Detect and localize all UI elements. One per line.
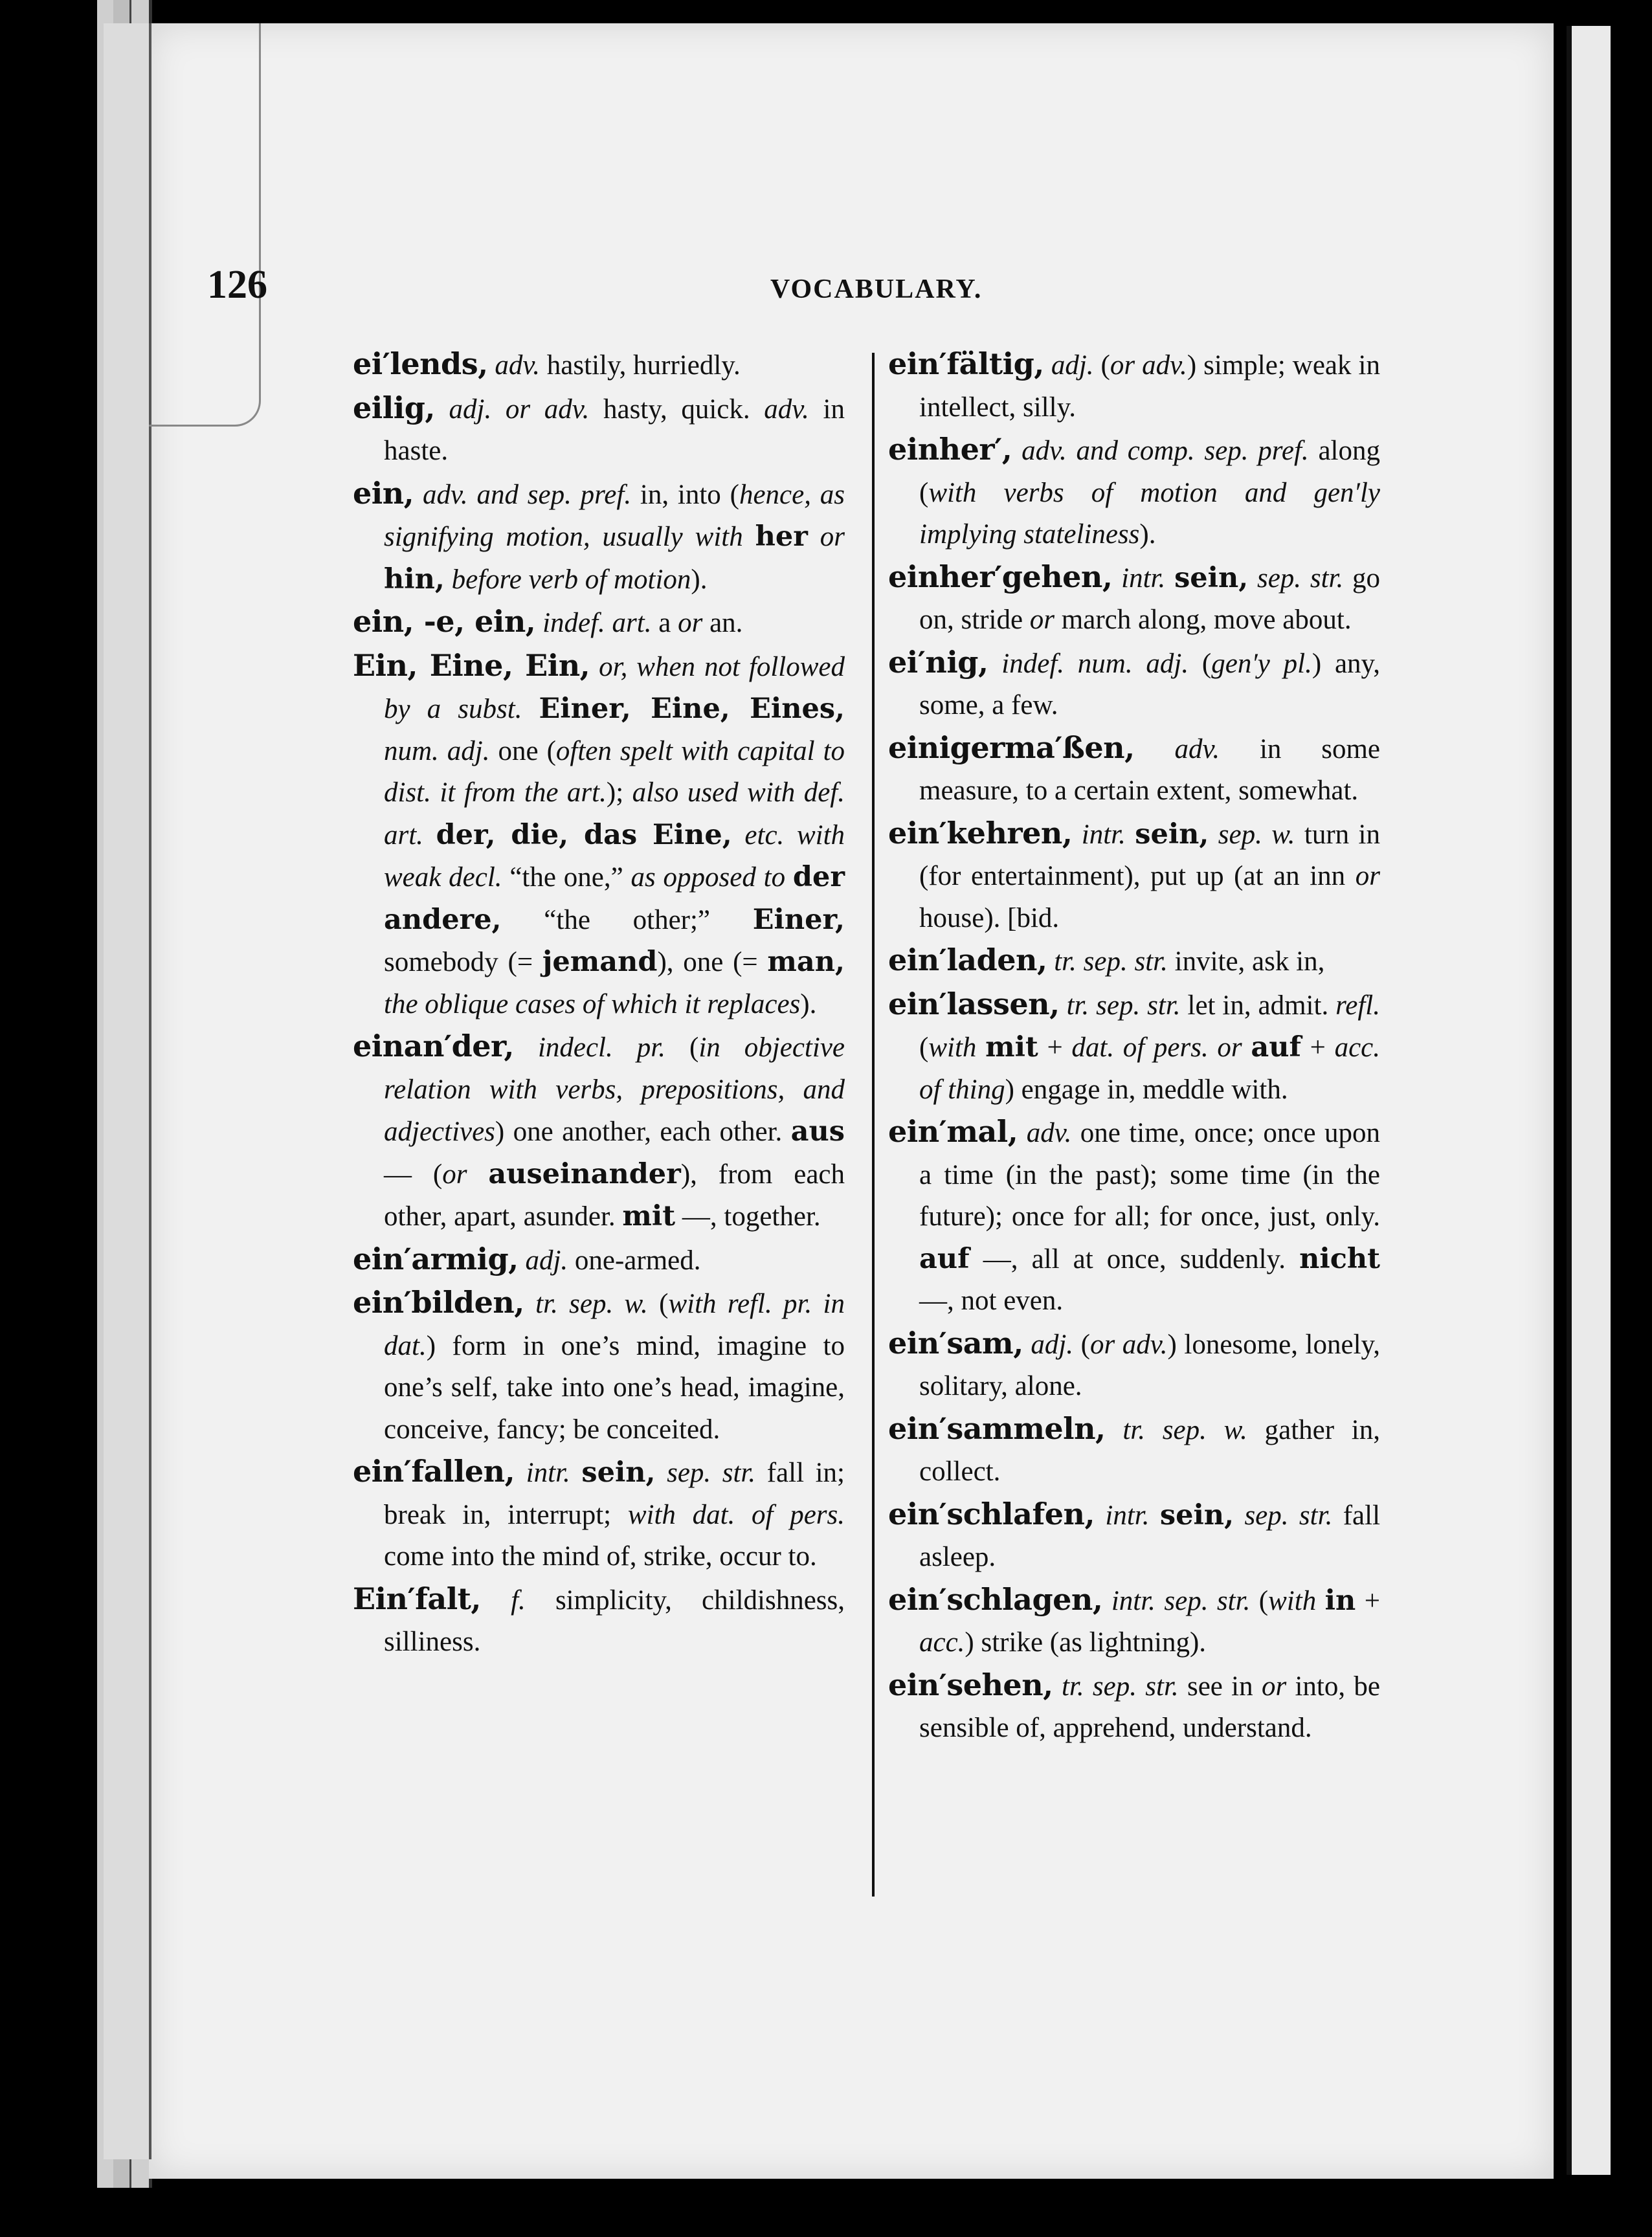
entry-grammar-label: sep. str. xyxy=(1244,1500,1333,1531)
entry-definition-text xyxy=(570,1458,582,1488)
entry-definition-text xyxy=(414,480,423,510)
entry-definition-text xyxy=(481,1585,511,1616)
entry-headword: ein, xyxy=(353,475,414,511)
entry-grammar-label: as opposed to xyxy=(631,862,786,893)
entry-definition-text: an. xyxy=(702,608,743,638)
entry-grammar-label: etc. with weak decl. xyxy=(384,819,845,893)
running-head: VOCABULARY. xyxy=(770,274,983,304)
entry-german-word: der, die, das Eine, xyxy=(436,818,732,851)
entry-definition-text: go on, stride xyxy=(919,562,1381,635)
entry-german-word: mit xyxy=(985,1031,1038,1063)
dictionary-entry-einhergehen xyxy=(888,556,1380,641)
entry-definition-text xyxy=(488,350,495,381)
entry-german-word: Einer, Eine, Eines, xyxy=(539,693,845,725)
entry-grammar-label: dat. of pers. or xyxy=(1071,1032,1242,1063)
page-header xyxy=(207,262,1198,320)
entry-definition-text xyxy=(535,608,542,638)
entry-definition-text xyxy=(519,1245,526,1276)
entry-headword: einher′, xyxy=(888,432,1012,467)
entry-definition-text xyxy=(988,649,1001,679)
entry-definition-text: gather in, collect. xyxy=(919,1414,1380,1487)
entry-definition-text: ) one another, each other. xyxy=(495,1117,791,1147)
dictionary-entry-einander xyxy=(353,1025,845,1238)
entry-definition-text: fall in; break in, interrupt; xyxy=(384,1458,845,1530)
entry-grammar-label: adv. xyxy=(495,350,541,381)
entry-headword: ein′schlagen, xyxy=(888,1581,1103,1617)
entry-definition-text: ) lonesome, lonely, solitary, alone. xyxy=(919,1329,1380,1401)
entry-definition-text: house). [bid. xyxy=(919,902,1060,933)
dictionary-entry-einsehen xyxy=(888,1664,1380,1750)
entry-definition-text xyxy=(808,522,820,552)
dictionary-entry-einmal xyxy=(888,1111,1380,1322)
entry-german-word: sein, xyxy=(1159,1498,1234,1531)
entry-german-word: der andere, xyxy=(384,861,845,936)
entry-definition-text: invite, ask in, xyxy=(1167,946,1325,977)
dictionary-entry-einladen xyxy=(888,939,1380,983)
entry-definition-text: ) strike (as lightning). xyxy=(965,1627,1207,1658)
entry-german-word: nicht xyxy=(1299,1242,1380,1275)
dictionary-entry-einbilden xyxy=(353,1282,845,1451)
entry-definition-text: simplicity, childishness, silliness. xyxy=(384,1585,845,1657)
entry-definition-text xyxy=(514,1032,538,1063)
dictionary-entry-einsam xyxy=(888,1322,1380,1408)
entry-definition-text xyxy=(445,564,452,595)
entry-definition-text xyxy=(1234,1500,1244,1531)
entry-grammar-label: adj. xyxy=(1051,350,1094,381)
dictionary-entry-einigermassen xyxy=(888,727,1380,812)
column-divider-rule xyxy=(872,353,875,1897)
entry-grammar-label: adj. xyxy=(525,1245,568,1276)
entry-definition-text: ). xyxy=(800,988,817,1019)
entry-german-word: sein, xyxy=(1174,561,1249,594)
entry-grammar-label: tr. sep. str. xyxy=(1066,990,1181,1021)
entry-grammar-label: or xyxy=(442,1159,467,1190)
entry-headword: ein′bilden, xyxy=(353,1285,524,1320)
entry-definition-text: one time, once; once upon a time (in the past); some time (in the future); once for all; for once, just, only. xyxy=(919,1118,1380,1232)
entry-grammar-label: adj. or adv. xyxy=(449,394,590,425)
entry-grammar-label: intr. xyxy=(1105,1500,1150,1531)
entry-grammar-label: also used with def. art. xyxy=(384,777,845,851)
dictionary-entry-einlassen xyxy=(888,983,1380,1111)
entry-grammar-label: or, when not followed by a subst. xyxy=(384,651,845,724)
entry-headword: ein, -e, ein, xyxy=(353,604,536,639)
entry-definition-text xyxy=(1209,819,1218,850)
entry-grammar-label: adv. and comp. sep. pref. xyxy=(1021,436,1309,466)
entry-german-word: jemand xyxy=(542,946,658,978)
entry-grammar-label: often spelt with capital to dist. it from the art. xyxy=(384,735,845,808)
entry-definition-text xyxy=(656,1458,667,1488)
entry-grammar-label: intr. xyxy=(526,1458,570,1488)
dictionary-entry-Ein-num xyxy=(353,645,845,1026)
entry-german-word: auf xyxy=(1251,1031,1301,1063)
entry-definition-text: ( xyxy=(919,1032,929,1063)
entry-definition-text: —, all at once, suddenly. xyxy=(969,1243,1300,1274)
entry-grammar-label: sep. w. xyxy=(1218,819,1295,850)
entry-german-word: sein, xyxy=(581,1456,656,1489)
entry-definition-text: ); xyxy=(606,777,632,808)
entry-definition-text: ), from each other, apart, asunder. xyxy=(384,1159,845,1232)
entry-definition-text xyxy=(524,1289,535,1319)
entry-headword: ein′armig, xyxy=(353,1241,519,1276)
entry-definition-text: —, together. xyxy=(675,1201,821,1232)
dictionary-entry-eilends xyxy=(353,343,845,387)
entry-grammar-label: indef. art. xyxy=(542,608,652,638)
entry-headword: ein′mal, xyxy=(888,1114,1018,1149)
entry-german-word: man, xyxy=(767,946,845,978)
entry-german-word: auseinander xyxy=(488,1157,681,1190)
entry-grammar-label: adv. xyxy=(1174,733,1220,764)
entry-german-word: hin, xyxy=(384,562,445,595)
entry-definition-text xyxy=(515,1458,526,1488)
dictionary-entry-einschlagen xyxy=(888,1579,1380,1664)
entry-grammar-label: indef. num. adj. xyxy=(1001,648,1189,679)
entry-grammar-label: intr. sep. str. xyxy=(1111,1585,1251,1616)
entry-grammar-label: or xyxy=(1029,605,1055,635)
entry-headword: ei′nig, xyxy=(888,644,988,680)
entry-definition-text xyxy=(1053,1671,1062,1702)
entry-definition-text: ( xyxy=(1073,1329,1090,1360)
entry-definition-text xyxy=(435,394,449,425)
entry-definition-text: ). xyxy=(691,564,708,595)
page-number: 126 xyxy=(207,263,267,307)
entry-grammar-label: indecl. pr. xyxy=(537,1032,665,1063)
entry-grammar-label: or xyxy=(678,608,703,638)
entry-headword: einigerma′ßen, xyxy=(888,729,1135,765)
entry-grammar-label: sep. str. xyxy=(667,1458,756,1488)
entry-grammar-label: f. xyxy=(511,1585,526,1616)
dictionary-entry-einfallen xyxy=(353,1451,845,1578)
entry-definition-text xyxy=(1106,1415,1123,1445)
dictionary-entry-Einfalt xyxy=(353,1578,845,1664)
entry-definition-text: a xyxy=(651,608,678,638)
entry-grammar-label: acc. of thing xyxy=(919,1032,1381,1105)
entry-headword: ein′fältig, xyxy=(888,346,1044,381)
entry-grammar-label: num. adj. xyxy=(384,735,490,766)
entry-definition-text: ( xyxy=(665,1032,699,1063)
entry-definition-text: ) any, some, a few. xyxy=(919,648,1380,720)
entry-grammar-label: tr. sep. str. xyxy=(1061,1671,1179,1702)
dictionary-entry-ein-adv xyxy=(353,473,845,601)
entry-definition-text xyxy=(732,820,745,851)
dictionary-entry-einkehren xyxy=(888,812,1380,940)
entry-definition-text xyxy=(1165,563,1174,594)
entry-definition-text: + xyxy=(1356,1585,1380,1616)
entry-grammar-label: before verb of motion xyxy=(451,564,691,595)
entry-definition-text xyxy=(522,694,539,724)
entry-definition-text xyxy=(1248,563,1257,594)
entry-definition-text: turn in (for entertainment), put up (at an inn xyxy=(919,819,1380,891)
entry-definition-text xyxy=(590,652,599,682)
entry-german-word: auf xyxy=(919,1242,970,1275)
entry-grammar-label: with refl. pr. in dat. xyxy=(384,1289,845,1361)
entry-grammar-label: or adv. xyxy=(1089,1329,1168,1360)
entry-definition-text xyxy=(1126,819,1135,850)
entry-grammar-label: hence, as signifying motion, usually with xyxy=(384,479,845,552)
entry-german-word: her xyxy=(755,520,808,553)
entry-definition-text: ( xyxy=(1250,1585,1269,1616)
entry-definition-text xyxy=(1242,1032,1251,1063)
entry-grammar-label: intr. xyxy=(1081,819,1126,850)
entry-german-word: in xyxy=(1324,1584,1356,1617)
entry-definition-text: “the other;” xyxy=(501,904,753,935)
page-tab-notch xyxy=(149,23,261,427)
entry-grammar-label: with verbs of motion and gen′ly implying stateliness xyxy=(919,477,1380,550)
entry-definition-text: ). xyxy=(1139,519,1156,550)
entry-headword: eilig, xyxy=(353,390,435,425)
entry-definition-text xyxy=(1102,1586,1111,1616)
entry-definition-text: ( xyxy=(1189,648,1212,679)
entry-grammar-label: the oblique cases of which it replaces xyxy=(384,988,801,1019)
entry-grammar-label: gen′y pl. xyxy=(1211,648,1312,679)
entry-headword: Ein, Eine, Ein, xyxy=(353,647,590,683)
dictionary-entry-einig xyxy=(888,641,1380,727)
entry-definition-text: + xyxy=(1038,1032,1072,1063)
entry-grammar-label: or adv. xyxy=(1110,350,1187,381)
entry-grammar-label: refl. xyxy=(1335,990,1381,1021)
entry-grammar-label: with dat. of pers. xyxy=(627,1499,845,1530)
entry-definition-text: see in xyxy=(1178,1671,1262,1702)
entry-definition-text: somebody (= xyxy=(384,947,542,977)
entry-definition-text: — ( xyxy=(384,1159,443,1190)
entry-grammar-label: tr. sep. w. xyxy=(1122,1414,1247,1445)
entry-definition-text: hasty, quick. xyxy=(589,394,765,425)
entry-definition-text xyxy=(1072,819,1081,850)
entry-definition-text: come into the mind of, strike, occur to. xyxy=(384,1541,817,1572)
entry-grammar-label: acc. xyxy=(919,1627,965,1658)
entry-definition-text xyxy=(1018,1118,1026,1148)
entry-definition-text xyxy=(976,1032,985,1063)
entry-german-word: mit xyxy=(622,1200,676,1232)
entry-definition-text: + xyxy=(1300,1032,1335,1063)
entry-definition-text: ) engage in, meddle with. xyxy=(1005,1074,1288,1105)
vocabulary-column-left xyxy=(353,343,845,1664)
entry-definition-text: in haste. xyxy=(384,394,845,466)
entry-definition-text xyxy=(1060,990,1067,1021)
entry-definition-text: ( xyxy=(647,1289,669,1319)
entry-definition-text: ) simple; weak in intellect, silly. xyxy=(919,350,1380,423)
entry-headword: einan′der, xyxy=(353,1029,514,1063)
entry-definition-text xyxy=(1023,1330,1031,1360)
dictionary-entry-einher xyxy=(888,428,1380,556)
entry-grammar-label: with xyxy=(1268,1585,1317,1616)
entry-headword: Ein′falt, xyxy=(353,1581,481,1616)
entry-grammar-label: or xyxy=(1261,1671,1287,1702)
entry-headword: ein′sehen, xyxy=(888,1667,1053,1702)
entry-german-word: aus xyxy=(790,1115,845,1148)
entry-grammar-label: tr. sep. w. xyxy=(535,1289,648,1319)
entry-grammar-label: adv. xyxy=(764,394,809,425)
dictionary-entry-einsammeln xyxy=(888,1408,1380,1493)
entry-headword: ein′kehren, xyxy=(888,815,1073,851)
entry-headword: einher′gehen, xyxy=(888,559,1113,594)
facing-page-edge xyxy=(1567,26,1611,2175)
entry-grammar-label: or xyxy=(820,522,845,552)
entry-definition-text: one-armed. xyxy=(568,1245,701,1276)
vocabulary-column-right xyxy=(888,343,1380,1750)
entry-grammar-label: or xyxy=(1355,861,1380,891)
entry-definition-text xyxy=(1012,436,1021,466)
entry-headword: ein′schlafen, xyxy=(888,1496,1095,1531)
entry-definition-text: “the one,” xyxy=(502,862,631,893)
entry-german-word: Einer, xyxy=(752,903,845,936)
entry-definition-text: march along, move about. xyxy=(1055,605,1352,635)
dictionary-entry-einschlafen xyxy=(888,1493,1380,1579)
entry-definition-text xyxy=(743,522,755,552)
entry-headword: ein′sammeln, xyxy=(888,1410,1106,1446)
entry-german-word: sein, xyxy=(1135,818,1209,851)
entry-definition-text: hastily, hurriedly. xyxy=(540,350,741,381)
entry-definition-text: in, into ( xyxy=(631,479,739,510)
dictionary-entry-ein-art xyxy=(353,601,845,645)
entry-definition-text: ), one (= xyxy=(657,947,768,977)
entry-definition-text xyxy=(1316,1586,1324,1616)
entry-definition-text xyxy=(467,1159,488,1190)
entry-definition-text: along ( xyxy=(919,436,1380,508)
entry-grammar-label: adv. xyxy=(1026,1118,1072,1148)
entry-headword: ein′laden, xyxy=(888,942,1047,977)
entry-grammar-label: intr. xyxy=(1121,562,1166,594)
entry-definition-text: ( xyxy=(1093,350,1110,381)
dictionary-entry-eilig xyxy=(353,387,845,473)
entry-definition-text xyxy=(1095,1500,1105,1531)
entry-headword: ein′lassen, xyxy=(888,986,1060,1021)
entry-definition-text: ) form in one’s mind, imagine to one’s self, take into one’s head, imagine, conceive, fancy; be conceited. xyxy=(384,1330,845,1445)
entry-definition-text xyxy=(423,820,436,851)
entry-headword: ein′sam, xyxy=(888,1325,1023,1361)
entry-definition-text: let in, admit. xyxy=(1180,990,1336,1021)
entry-grammar-label: tr. sep. str. xyxy=(1054,946,1168,977)
entry-headword: ei′lends, xyxy=(353,346,488,381)
dictionary-entry-einarmig xyxy=(353,1238,845,1282)
entry-grammar-label: adv. and sep. pref. xyxy=(423,479,632,510)
entry-definition-text xyxy=(785,862,793,893)
entry-definition-text: fall asleep. xyxy=(919,1500,1381,1572)
entry-grammar-label: adj. xyxy=(1031,1329,1074,1360)
entry-headword: ein′fallen, xyxy=(353,1454,515,1489)
entry-definition-text xyxy=(1112,563,1121,594)
entry-definition-text: into, be sensible of, apprehend, understand. xyxy=(919,1671,1380,1743)
entry-grammar-label: sep. str. xyxy=(1256,562,1344,594)
entry-definition-text: —, not even. xyxy=(919,1285,1064,1316)
entry-definition-text xyxy=(1135,734,1175,764)
entry-definition-text xyxy=(1044,350,1051,381)
entry-definition-text: in some measure, to a certain extent, somewhat. xyxy=(919,733,1380,806)
entry-definition-text: one ( xyxy=(489,735,556,766)
dictionary-entry-einfaeltig xyxy=(888,343,1380,428)
entry-grammar-label: with xyxy=(928,1032,977,1063)
entry-grammar-label: in objective relation with verbs, prepositions, and adjectives xyxy=(384,1032,845,1147)
entry-definition-text xyxy=(1047,946,1054,977)
entry-definition-text xyxy=(1150,1500,1160,1531)
